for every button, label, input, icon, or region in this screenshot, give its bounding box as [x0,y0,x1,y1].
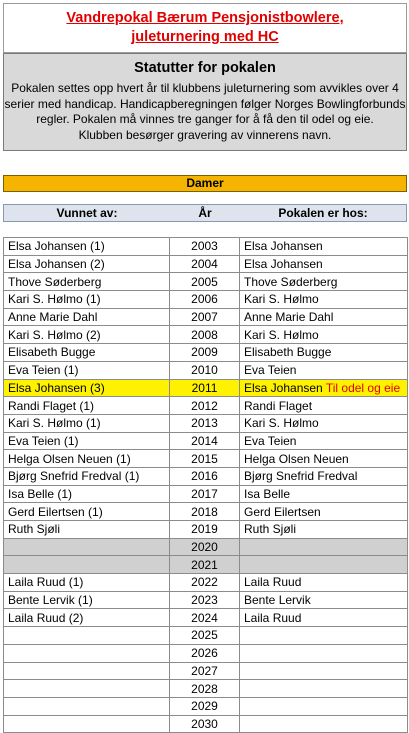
year-cell: 2007 [170,308,240,326]
table-row [4,467,408,485]
year-cell: 2026 [170,644,240,662]
holder-name: Gerd Eilertsen [244,504,321,519]
year-cell: 2009 [170,344,240,362]
holder-cell [240,662,408,680]
winner-cell: Kari S. Hølmo (1) [4,414,170,432]
holder-name: Anne Marie Dahl [244,310,334,325]
year-cell: 2017 [170,485,240,503]
table-row [4,485,408,503]
statutes-line: regler. Pokalen må vinnes tre ganger for å få den til odel og eie. [36,112,374,126]
holder-name: Elsa Johansen [244,257,323,272]
holder-cell [240,326,408,344]
year-cell: 2025 [170,627,240,645]
table-row [4,273,408,291]
table-row [4,291,408,309]
table-row [4,697,408,715]
winner-cell [4,556,170,574]
holder-cell [240,591,408,609]
holder-name: Laila Ruud [244,610,302,625]
year-cell: 2014 [170,432,240,450]
winner-cell [4,680,170,698]
holder-cell [240,680,408,698]
table-row [4,609,408,627]
winner-cell: Kari S. Hølmo (1) [4,291,170,309]
winner-cell: Elisabeth Bugge [4,344,170,362]
winner-cell: Randi Flaget (1) [4,397,170,415]
holder-name: Elsa Johansen [244,239,323,254]
statutes-line: Pokalen settes opp hvert år til klubbens juleturnering som avvikles over 4 [11,81,399,95]
holder-name: Thove Søderberg [244,274,338,289]
winner-cell [4,662,170,680]
table-row [4,432,408,450]
winner-cell: Bente Lervik (1) [4,591,170,609]
holder-cell [240,308,408,326]
winner-cell: Bjørg Snefrid Fredval (1) [4,467,170,485]
column-header-year: År [198,206,212,220]
holder-name: Kari S. Hølmo [244,327,319,342]
holder-name: Laila Ruud [244,575,302,590]
statutes-box [3,53,407,151]
table-row [4,627,408,645]
holder-cell [240,609,408,627]
holder-name: Bente Lervik [244,593,311,608]
winner-cell [4,538,170,556]
section-label-damer: Damer [3,175,407,192]
table-row [4,503,408,521]
table-row [4,644,408,662]
holder-cell [240,521,408,539]
winner-cell: Anne Marie Dahl [4,308,170,326]
year-cell: 2023 [170,591,240,609]
holder-name: Helga Olsen Neuen [244,451,349,466]
holder-cell [240,467,408,485]
winner-cell [4,715,170,733]
winner-cell: Elsa Johansen (3) [4,379,170,397]
year-cell: 2024 [170,609,240,627]
year-cell: 2030 [170,715,240,733]
title-box [3,3,407,53]
year-cell: 2006 [170,291,240,309]
table-row [4,715,408,733]
winner-cell [4,627,170,645]
table-header [3,204,407,222]
holder-name: Eva Teien [244,363,297,378]
table-row [4,379,408,397]
winner-cell: Elsa Johansen (2) [4,255,170,273]
holder-cell [240,538,408,556]
holder-cell [240,414,408,432]
year-cell: 2012 [170,397,240,415]
column-header-holder: Pokalen er hos: [278,206,368,220]
holder-cell [240,361,408,379]
year-cell: 2022 [170,574,240,592]
title-line-2: juleturnering med HC [131,29,279,45]
holder-cell [240,697,408,715]
holder-cell [240,450,408,468]
holder-cell [240,273,408,291]
year-cell: 2019 [170,521,240,539]
table-row [4,344,408,362]
year-cell: 2011 [170,379,240,397]
holder-cell [240,574,408,592]
holder-cell [240,432,408,450]
year-cell: 2013 [170,414,240,432]
table-row [4,591,408,609]
winner-cell: Eva Teien (1) [4,361,170,379]
holder-name: Eva Teien [244,433,297,448]
year-cell: 2008 [170,326,240,344]
winner-cell: Helga Olsen Neuen (1) [4,450,170,468]
table-row [4,414,408,432]
winner-cell: Elsa Johansen (1) [4,238,170,256]
winner-cell [4,697,170,715]
holder-name: Elsa Johansen [244,380,323,395]
statutes-heading: Statutter for pokalen [134,60,276,76]
holder-cell [240,644,408,662]
statutes-line: serier med handicap. Handicapberegningen følger Norges Bowlingforbunds [4,96,406,111]
holder-cell [240,379,408,397]
winner-cell: Laila Ruud (2) [4,609,170,627]
holder-cell [240,255,408,273]
table-row [4,238,408,256]
holder-cell [240,291,408,309]
holder-cell [240,238,408,256]
table-row [4,574,408,592]
holder-cell [240,556,408,574]
year-cell: 2029 [170,697,240,715]
winner-cell: Ruth Sjøli [4,521,170,539]
year-cell: 2018 [170,503,240,521]
winner-cell: Isa Belle (1) [4,485,170,503]
holder-cell [240,715,408,733]
table-row [4,521,408,539]
year-cell: 2010 [170,361,240,379]
winner-cell: Eva Teien (1) [4,432,170,450]
table-row [4,361,408,379]
holder-cell [240,485,408,503]
winner-cell: Kari S. Hølmo (2) [4,326,170,344]
year-cell: 2003 [170,238,240,256]
table-row [4,450,408,468]
winner-cell: Thove Søderberg [4,273,170,291]
title-line-1: Vandrepokal Bærum Pensjonistbowlere, [66,10,344,26]
year-cell: 2005 [170,273,240,291]
table-row [4,308,408,326]
year-cell: 2015 [170,450,240,468]
year-cell: 2020 [170,538,240,556]
statutes-line: Klubben besørger gravering av vinnerens navn. [78,127,332,142]
year-cell: 2021 [170,556,240,574]
table-row [4,556,408,574]
holder-name: Bjørg Snefrid Fredval [244,469,358,484]
holder-name: Elisabeth Bugge [244,345,332,360]
winner-cell: Laila Ruud (1) [4,574,170,592]
holder-cell [240,503,408,521]
holder-note: Til odel og eie [325,380,401,395]
table-row [4,538,408,556]
holder-name: Kari S. Hølmo [244,292,319,307]
year-cell: 2028 [170,680,240,698]
table-row [4,397,408,415]
column-header-won-by: Vunnet av: [56,206,118,220]
holder-cell [240,627,408,645]
table-row [4,680,408,698]
year-cell: 2004 [170,255,240,273]
holder-name: Ruth Sjøli [244,522,297,537]
table-row [4,326,408,344]
table-row [4,662,408,680]
table-row [4,255,408,273]
winners-table [3,237,408,733]
year-cell: 2016 [170,467,240,485]
holder-cell [240,397,408,415]
holder-name: Isa Belle [244,486,291,501]
holder-cell [240,344,408,362]
year-cell: 2027 [170,662,240,680]
winner-cell [4,644,170,662]
winner-cell: Gerd Eilertsen (1) [4,503,170,521]
holder-name: Randi Flaget [244,398,313,413]
holder-name: Kari S. Hølmo [244,416,319,431]
